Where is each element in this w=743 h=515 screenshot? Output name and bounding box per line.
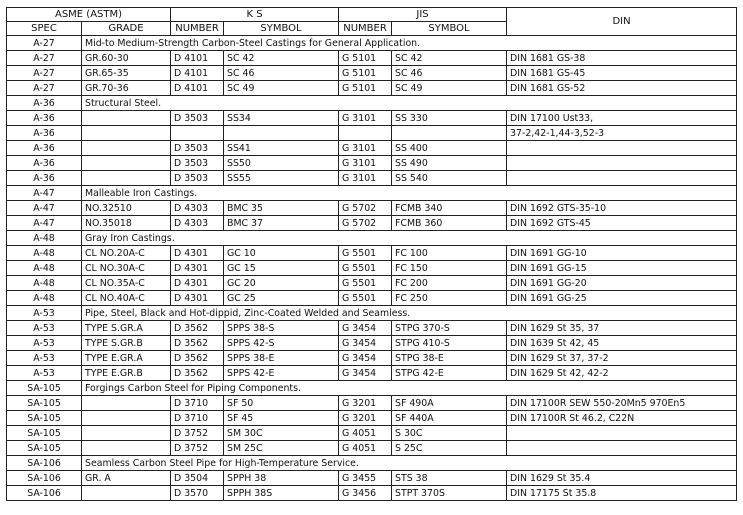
ks-symbol-cell: SS50 — [224, 156, 339, 171]
group-description: Mid-to Medium-Strength Carbon-Steel Castings for General Application. — [82, 36, 737, 51]
ks-symbol-cell: SS34 — [224, 111, 339, 126]
ks-symbol-cell: GC 20 — [224, 276, 339, 291]
jis-symbol-cell: STPG 42-E — [392, 366, 507, 381]
ks-symbol-cell: SPPS 38-S — [224, 321, 339, 336]
table-row — [7, 441, 737, 456]
din-cell: 37-2,42-1,44-3,52-3 — [507, 126, 737, 141]
grade-cell: CL NO.30A-C — [82, 261, 171, 276]
header-ks-symbol: SYMBOL — [224, 22, 339, 36]
group-description: Malleable Iron Castings. — [82, 186, 737, 201]
spec-cell: SA-106 — [7, 471, 82, 486]
spec-cell: A-27 — [7, 36, 82, 51]
ks-number-cell: D 4303 — [171, 216, 224, 231]
spec-cell: A-53 — [7, 366, 82, 381]
spec-cell: A-36 — [7, 141, 82, 156]
spec-cell: SA-105 — [7, 441, 82, 456]
table-row — [7, 276, 737, 291]
jis-symbol-cell: SS 490 — [392, 156, 507, 171]
jis-symbol-cell: SF 490A — [392, 396, 507, 411]
spec-cell: SA-106 — [7, 486, 82, 501]
grade-cell — [82, 141, 171, 156]
spec-cell: A-27 — [7, 81, 82, 96]
jis-number-cell: G 5101 — [339, 81, 392, 96]
jis-symbol-cell: FC 250 — [392, 291, 507, 306]
header-din: DIN — [507, 8, 737, 36]
grade-cell: TYPE S.GR.A — [82, 321, 171, 336]
grade-cell — [82, 171, 171, 186]
spec-cell: A-47 — [7, 216, 82, 231]
spec-cell: A-53 — [7, 336, 82, 351]
jis-symbol-cell: S 25C — [392, 441, 507, 456]
ks-number-cell: D 3562 — [171, 366, 224, 381]
ks-number-cell — [171, 126, 224, 141]
spec-cell: A-53 — [7, 321, 82, 336]
header-ks-number: NUMBER — [171, 22, 224, 36]
spec-cell: A-48 — [7, 246, 82, 261]
spec-cell: SA-105 — [7, 411, 82, 426]
jis-number-cell: G 5101 — [339, 51, 392, 66]
ks-symbol-cell: SM 30C — [224, 426, 339, 441]
spec-cell: A-48 — [7, 231, 82, 246]
group-row — [7, 381, 737, 396]
ks-number-cell: D 4301 — [171, 276, 224, 291]
jis-symbol-cell: S 30C — [392, 426, 507, 441]
jis-symbol-cell: SF 440A — [392, 411, 507, 426]
jis-symbol-cell: STPG 410-S — [392, 336, 507, 351]
jis-symbol-cell: FCMB 340 — [392, 201, 507, 216]
header-asme: ASME (ASTM) — [7, 8, 171, 22]
grade-cell — [82, 156, 171, 171]
grade-cell — [82, 396, 171, 411]
ks-number-cell: D 3710 — [171, 411, 224, 426]
ks-symbol-cell: SF 45 — [224, 411, 339, 426]
din-cell: DIN 17100R St 46.2, C22N — [507, 411, 737, 426]
jis-number-cell: G 5101 — [339, 66, 392, 81]
group-description: Structural Steel. — [82, 96, 737, 111]
din-cell: DIN 1692 GTS-35-10 — [507, 201, 737, 216]
din-cell — [507, 141, 737, 156]
table-row — [7, 126, 737, 141]
din-cell: DIN 1639 St 42, 45 — [507, 336, 737, 351]
group-row — [7, 96, 737, 111]
din-cell: DIN 1691 GG-15 — [507, 261, 737, 276]
ks-symbol-cell: BMC 37 — [224, 216, 339, 231]
spec-cell: A-47 — [7, 201, 82, 216]
din-cell: DIN 1691 GG-25 — [507, 291, 737, 306]
jis-number-cell: G 5501 — [339, 261, 392, 276]
din-cell: DIN 1681 GS-45 — [507, 66, 737, 81]
table-row — [7, 291, 737, 306]
ks-symbol-cell: GC 15 — [224, 261, 339, 276]
table-row — [7, 411, 737, 426]
jis-number-cell: G 3101 — [339, 171, 392, 186]
material-comparison-table — [6, 7, 737, 501]
group-description: Pipe, Steel, Black and Hot-dippid, Zinc-Coated Welded and Seamless. — [82, 306, 737, 321]
ks-symbol-cell: SPPS 42-S — [224, 336, 339, 351]
ks-symbol-cell — [224, 126, 339, 141]
ks-number-cell: D 3504 — [171, 471, 224, 486]
ks-symbol-cell: SS55 — [224, 171, 339, 186]
group-row — [7, 186, 737, 201]
ks-number-cell: D 4101 — [171, 81, 224, 96]
jis-number-cell: G 3454 — [339, 351, 392, 366]
ks-number-cell: D 3710 — [171, 396, 224, 411]
ks-number-cell: D 4101 — [171, 66, 224, 81]
jis-number-cell: G 3456 — [339, 486, 392, 501]
jis-symbol-cell — [392, 126, 507, 141]
jis-symbol-cell: SC 46 — [392, 66, 507, 81]
group-row — [7, 36, 737, 51]
din-cell: DIN 1691 GG-20 — [507, 276, 737, 291]
din-cell: DIN 1681 GS-38 — [507, 51, 737, 66]
ks-number-cell: D 3562 — [171, 321, 224, 336]
jis-symbol-cell: FC 200 — [392, 276, 507, 291]
ks-number-cell: D 3752 — [171, 441, 224, 456]
jis-symbol-cell: SS 330 — [392, 111, 507, 126]
grade-cell: CL NO.35A-C — [82, 276, 171, 291]
grade-cell: CL NO.20A-C — [82, 246, 171, 261]
spec-cell: SA-105 — [7, 426, 82, 441]
header-jis-symbol: SYMBOL — [392, 22, 507, 36]
ks-symbol-cell: GC 10 — [224, 246, 339, 261]
group-row — [7, 306, 737, 321]
grade-cell — [82, 426, 171, 441]
grade-cell: TYPE S.GR.B — [82, 336, 171, 351]
spec-cell: A-36 — [7, 126, 82, 141]
grade-cell — [82, 441, 171, 456]
din-cell: DIN 17175 St 35.8 — [507, 486, 737, 501]
ks-number-cell: D 3503 — [171, 156, 224, 171]
spec-cell: A-27 — [7, 66, 82, 81]
ks-symbol-cell: GC 25 — [224, 291, 339, 306]
jis-number-cell: G 5501 — [339, 276, 392, 291]
ks-symbol-cell: SC 42 — [224, 51, 339, 66]
group-description: Gray Iron Castings. — [82, 231, 737, 246]
jis-number-cell: G 3101 — [339, 111, 392, 126]
ks-symbol-cell: BMC 35 — [224, 201, 339, 216]
table-row — [7, 336, 737, 351]
jis-number-cell: G 3455 — [339, 471, 392, 486]
spec-cell: A-36 — [7, 111, 82, 126]
jis-number-cell: G 5501 — [339, 246, 392, 261]
ks-number-cell: D 4101 — [171, 51, 224, 66]
spec-cell: A-48 — [7, 276, 82, 291]
ks-symbol-cell: SF 50 — [224, 396, 339, 411]
header-grade: GRADE — [82, 22, 171, 36]
table-row — [7, 426, 737, 441]
spec-cell: SA-106 — [7, 456, 82, 471]
ks-number-cell: D 3570 — [171, 486, 224, 501]
din-cell: DIN 1692 GTS-45 — [507, 216, 737, 231]
jis-symbol-cell: STPG 38-E — [392, 351, 507, 366]
table-row — [7, 261, 737, 276]
din-cell: DIN 1629 St 37, 37-2 — [507, 351, 737, 366]
table-row — [7, 351, 737, 366]
jis-symbol-cell: SS 400 — [392, 141, 507, 156]
table-row — [7, 51, 737, 66]
jis-number-cell: G 5702 — [339, 201, 392, 216]
grade-cell: NO.32510 — [82, 201, 171, 216]
spec-cell: A-36 — [7, 156, 82, 171]
din-cell — [507, 441, 737, 456]
grade-cell: GR.70-36 — [82, 81, 171, 96]
table-row — [7, 156, 737, 171]
ks-number-cell: D 3562 — [171, 336, 224, 351]
group-row — [7, 231, 737, 246]
jis-symbol-cell: FCMB 360 — [392, 216, 507, 231]
table-row — [7, 366, 737, 381]
spec-cell: A-53 — [7, 351, 82, 366]
ks-symbol-cell: SPPH 38 — [224, 471, 339, 486]
header-jis: JIS — [339, 8, 507, 22]
header-ks: K S — [171, 8, 339, 22]
ks-symbol-cell: SPPS 38-E — [224, 351, 339, 366]
ks-number-cell: D 4301 — [171, 291, 224, 306]
table-row — [7, 81, 737, 96]
din-cell — [507, 156, 737, 171]
din-cell: DIN 1629 St 35.4 — [507, 471, 737, 486]
spec-cell: SA-105 — [7, 396, 82, 411]
ks-number-cell: D 3503 — [171, 141, 224, 156]
spec-cell: A-53 — [7, 306, 82, 321]
jis-number-cell: G 4051 — [339, 441, 392, 456]
grade-cell: TYPE E.GR.B — [82, 366, 171, 381]
jis-number-cell: G 3101 — [339, 141, 392, 156]
group-description: Seamless Carbon Steel Pipe for High-Temperature Service. — [82, 456, 737, 471]
table-row — [7, 201, 737, 216]
ks-number-cell: D 4301 — [171, 246, 224, 261]
ks-number-cell: D 3562 — [171, 351, 224, 366]
jis-symbol-cell: STPG 370-S — [392, 321, 507, 336]
grade-cell: GR.60-30 — [82, 51, 171, 66]
din-cell: DIN 1629 St 42, 42-2 — [507, 366, 737, 381]
table-row — [7, 66, 737, 81]
din-cell: DIN 1629 St 35, 37 — [507, 321, 737, 336]
grade-cell — [82, 111, 171, 126]
spec-cell: A-27 — [7, 51, 82, 66]
spec-cell: A-36 — [7, 171, 82, 186]
jis-number-cell: G 5702 — [339, 216, 392, 231]
jis-symbol-cell: STS 38 — [392, 471, 507, 486]
ks-number-cell: D 4301 — [171, 261, 224, 276]
spec-cell: A-36 — [7, 96, 82, 111]
ks-number-cell: D 3752 — [171, 426, 224, 441]
jis-number-cell: G 3201 — [339, 396, 392, 411]
ks-symbol-cell: SM 25C — [224, 441, 339, 456]
header-spec: SPEC — [7, 22, 82, 36]
grade-cell: NO.35018 — [82, 216, 171, 231]
jis-number-cell: G 3454 — [339, 336, 392, 351]
table-row — [7, 111, 737, 126]
ks-number-cell: D 3503 — [171, 111, 224, 126]
jis-symbol-cell: FC 100 — [392, 246, 507, 261]
din-cell — [507, 426, 737, 441]
ks-number-cell: D 4303 — [171, 201, 224, 216]
jis-number-cell: G 3101 — [339, 156, 392, 171]
group-row — [7, 456, 737, 471]
jis-number-cell: G 5501 — [339, 291, 392, 306]
grade-cell: TYPE E.GR.A — [82, 351, 171, 366]
table-container — [6, 7, 737, 501]
table-row — [7, 141, 737, 156]
jis-symbol-cell: SS 540 — [392, 171, 507, 186]
grade-cell: CL NO.40A-C — [82, 291, 171, 306]
spec-cell: A-48 — [7, 261, 82, 276]
grade-cell — [82, 486, 171, 501]
group-description: Forgings Carbon Steel for Piping Components. — [82, 381, 737, 396]
spec-cell: A-47 — [7, 186, 82, 201]
header-row-1 — [7, 8, 737, 22]
din-cell: DIN 1691 GG-10 — [507, 246, 737, 261]
din-cell: DIN 17100R SEW 550-20Mn5 970En5 — [507, 396, 737, 411]
table-row — [7, 171, 737, 186]
spec-cell: SA-105 — [7, 381, 82, 396]
table-row — [7, 486, 737, 501]
jis-number-cell: G 3201 — [339, 411, 392, 426]
jis-number-cell: G 3454 — [339, 366, 392, 381]
ks-number-cell: D 3503 — [171, 171, 224, 186]
ks-symbol-cell: SS41 — [224, 141, 339, 156]
table-row — [7, 396, 737, 411]
grade-cell — [82, 126, 171, 141]
table-row — [7, 471, 737, 486]
grade-cell: GR. A — [82, 471, 171, 486]
ks-symbol-cell: SC 49 — [224, 81, 339, 96]
ks-symbol-cell: SPPS 42-E — [224, 366, 339, 381]
table-row — [7, 246, 737, 261]
jis-symbol-cell: SC 49 — [392, 81, 507, 96]
jis-number-cell — [339, 126, 392, 141]
table-row — [7, 321, 737, 336]
din-cell: DIN 1681 GS-52 — [507, 81, 737, 96]
spec-cell: A-48 — [7, 291, 82, 306]
jis-number-cell: G 4051 — [339, 426, 392, 441]
jis-number-cell: G 3454 — [339, 321, 392, 336]
din-cell — [507, 171, 737, 186]
grade-cell — [82, 411, 171, 426]
din-cell: DIN 17100 Ust33, — [507, 111, 737, 126]
header-jis-number: NUMBER — [339, 22, 392, 36]
jis-symbol-cell: STPT 370S — [392, 486, 507, 501]
jis-symbol-cell: SC 42 — [392, 51, 507, 66]
table-body — [7, 36, 737, 501]
jis-symbol-cell: FC 150 — [392, 261, 507, 276]
table-row — [7, 216, 737, 231]
grade-cell: GR.65-35 — [82, 66, 171, 81]
ks-symbol-cell: SC 46 — [224, 66, 339, 81]
ks-symbol-cell: SPPH 38S — [224, 486, 339, 501]
